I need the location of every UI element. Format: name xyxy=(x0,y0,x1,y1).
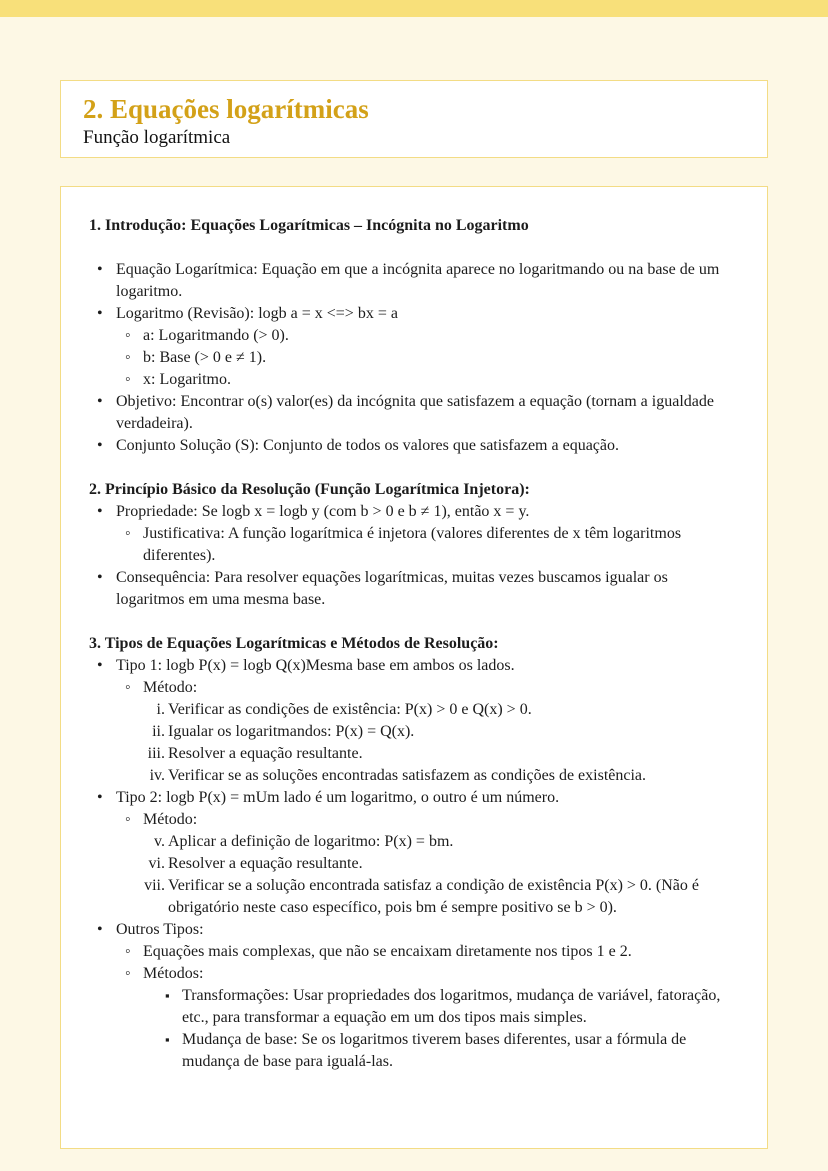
bullet-icon: • xyxy=(97,503,103,520)
circle-bullet-icon: ◦ xyxy=(125,965,131,982)
list-item-text: Consequência: Para resolver equações logarítmicas, muitas vezes buscamos igualar os logaritmos em uma mesma base. xyxy=(116,569,668,608)
section-heading-1: 1. Introdução: Equações Logarítmicas – Incógnita no Logaritmo xyxy=(89,217,529,234)
list-item xyxy=(89,809,733,831)
roman-numeral-marker: iii. xyxy=(147,745,165,762)
list-item-text: Métodos: xyxy=(143,965,204,982)
list-item-text: Aplicar a definição de logaritmo: P(x) = bm. xyxy=(168,833,454,850)
circle-bullet-icon: ◦ xyxy=(125,679,131,696)
section-heading-2: 2. Princípio Básico da Resolução (Função Logarítmica Injetora): xyxy=(89,481,530,498)
list-item-text: Método: xyxy=(143,679,198,696)
circle-bullet-icon: ◦ xyxy=(125,811,131,828)
list-item xyxy=(89,787,733,809)
list-item xyxy=(89,963,733,985)
list-item-text: b: Base (> 0 e ≠ 1). xyxy=(143,349,267,366)
list-item xyxy=(89,1029,733,1073)
square-bullet-icon: ▪ xyxy=(165,988,170,1003)
list-item xyxy=(89,523,733,567)
content-card xyxy=(60,186,768,1149)
bullet-icon: • xyxy=(97,921,103,938)
list-item-text: a: Logaritmando (> 0). xyxy=(143,327,289,344)
numbered-item xyxy=(89,743,733,765)
list-item xyxy=(89,391,733,435)
list-item-text: Verificar se a solução encontrada satisfaz a condição de existência P(x) > 0. (Não é obrigatório neste caso específico, pois bm é sempre positivo se b > 0). xyxy=(168,877,700,916)
list-item-text: Método: xyxy=(143,811,198,828)
spacer xyxy=(89,237,733,259)
list-item xyxy=(89,303,733,325)
list-item-text: Tipo 2: logb P(x) = mUm lado é um logaritmo, o outro é um número. xyxy=(116,789,560,806)
list-item xyxy=(89,919,733,941)
list-item-text: Mudança de base: Se os logaritmos tiverem bases diferentes, usar a fórmula de mudança de base para igualá-las. xyxy=(182,1031,687,1070)
list-item xyxy=(89,941,733,963)
circle-bullet-icon: ◦ xyxy=(125,943,131,960)
circle-bullet-icon: ◦ xyxy=(125,349,131,366)
list-item-text: Outros Tipos: xyxy=(116,921,204,938)
list-item xyxy=(89,347,733,369)
list-item-text: Conjunto Solução (S): Conjunto de todos os valores que satisfazem a equação. xyxy=(116,437,620,454)
circle-bullet-icon: ◦ xyxy=(125,327,131,344)
list-item-text: Resolver a equação resultante. xyxy=(168,855,363,872)
list-item-text: Transformações: Usar propriedades dos logaritmos, mudança de variável, fatoração, etc., para transformar a equação em um dos tipos mais simples. xyxy=(182,987,721,1026)
list-item xyxy=(89,655,733,677)
list-item-text: Logaritmo (Revisão): logb a = x <=> bx = a xyxy=(116,305,398,322)
bullet-icon: • xyxy=(97,305,103,322)
numbered-item xyxy=(89,875,733,919)
list-item-text: Igualar os logaritmandos: P(x) = Q(x). xyxy=(168,723,415,740)
numbered-item xyxy=(89,699,733,721)
roman-numeral-marker: vi. xyxy=(148,855,165,872)
roman-numeral-marker: i. xyxy=(156,701,165,718)
bullet-icon: • xyxy=(97,569,103,586)
list-item-text: Verificar se as soluções encontradas satisfazem as condições de existência. xyxy=(168,767,647,784)
bullet-icon: • xyxy=(97,437,103,454)
circle-bullet-icon: ◦ xyxy=(125,371,131,388)
roman-numeral-marker: v. xyxy=(154,833,165,850)
list-item xyxy=(89,325,733,347)
list-item-text: Tipo 1: logb P(x) = logb Q(x)Mesma base em ambos os lados. xyxy=(116,657,515,674)
title-card xyxy=(60,80,768,158)
list-item xyxy=(89,677,733,699)
list-item-text: Equações mais complexas, que não se encaixam diretamente nos tipos 1 e 2. xyxy=(143,943,632,960)
list-item xyxy=(89,435,733,457)
list-item xyxy=(89,985,733,1029)
roman-numeral-marker: ii. xyxy=(152,723,165,740)
page-subtitle: Função logarítmica xyxy=(83,127,231,148)
section-heading-3: 3. Tipos de Equações Logarítmicas e Métodos de Resolução: xyxy=(89,635,499,652)
bullet-icon: • xyxy=(97,657,103,674)
list-item xyxy=(89,567,733,611)
page-title: 2. Equações logarítmicas xyxy=(83,94,369,124)
list-item xyxy=(89,369,733,391)
bullet-icon: • xyxy=(97,393,103,410)
list-item-text: Resolver a equação resultante. xyxy=(168,745,363,762)
bullet-icon: • xyxy=(97,261,103,278)
roman-numeral-marker: vii. xyxy=(144,877,165,894)
bullet-icon: • xyxy=(97,789,103,806)
circle-bullet-icon: ◦ xyxy=(125,525,131,542)
list-item-text: x: Logaritmo. xyxy=(143,371,231,388)
roman-numeral-marker: iv. xyxy=(149,767,165,784)
top-accent-bar xyxy=(0,0,828,17)
numbered-item xyxy=(89,765,733,787)
list-item-text: Propriedade: Se logb x = logb y (com b > 0 e b ≠ 1), então x = y. xyxy=(116,503,530,520)
square-bullet-icon: ▪ xyxy=(165,1032,170,1047)
numbered-item xyxy=(89,721,733,743)
list-item-text: Justificativa: A função logarítmica é injetora (valores diferentes de x têm logaritmos diferentes). xyxy=(143,525,682,564)
list-item-text: Objetivo: Encontrar o(s) valor(es) da incógnita que satisfazem a equação (tornam a igualdade verdadeira). xyxy=(116,393,714,432)
list-item xyxy=(89,501,733,523)
numbered-item xyxy=(89,831,733,853)
numbered-item xyxy=(89,853,733,875)
list-item-text: Verificar as condições de existência: P(x) > 0 e Q(x) > 0. xyxy=(168,701,532,718)
list-item xyxy=(89,259,733,303)
list-item-text: Equação Logarítmica: Equação em que a incógnita aparece no logaritmando ou na base de um logaritmo. xyxy=(116,261,720,300)
